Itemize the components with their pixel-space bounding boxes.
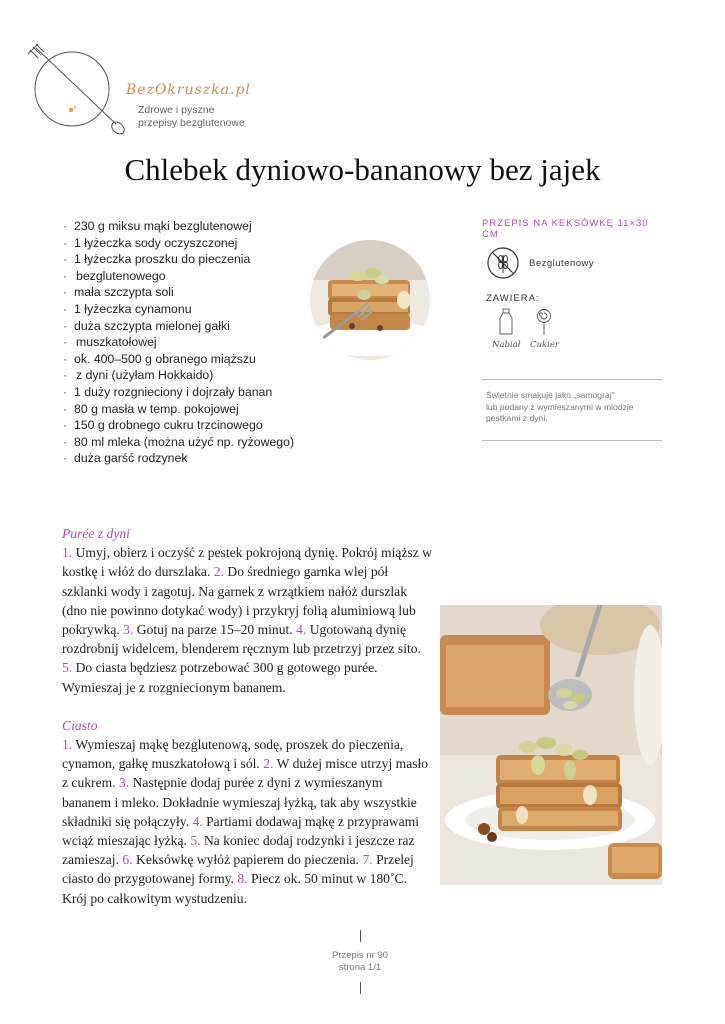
page-number: strona 1/1 [338, 962, 382, 973]
ingredient-item: · 1 duży rozgnieciony i dojrzały banan [62, 384, 322, 401]
ingredient-item: · 1 łyżeczka proszku do pieczenia [62, 251, 322, 268]
bread-photo-circle [310, 240, 430, 360]
section-heading: Ciasto [62, 717, 98, 733]
pan-size: PRZEPIS NA KEKSÓWKĘ 11×30 CM [482, 218, 649, 240]
page-footer [300, 930, 420, 994]
recipe-info-sidebar [482, 218, 662, 350]
gluten-free-label: Bezglutenowy [529, 257, 595, 269]
footer-divider-top [360, 930, 361, 942]
ingredient-item: · 1 łyżeczka sody oczyszczonej [62, 235, 322, 252]
ingredient-item: · mała szczypta soli [62, 284, 322, 301]
ingredient-item: · 230 g miksu mąki bezglutenowej [62, 218, 322, 235]
ingredient-item: · duża garść rodzynek [62, 450, 322, 467]
allergen-label: Nabiał [492, 340, 521, 350]
ingredient-item: · z dyni (użyłam Hokkaido) [62, 367, 322, 384]
ingredient-item: · muszkatołowej [62, 334, 322, 351]
brand-tagline: Zdrowe i pyszne przepisy bezglutenowe [138, 104, 245, 129]
brand-name: BezOkruszka.pl [126, 82, 251, 98]
recipe-title: Chlebek dyniowo-bananowy bez jajek [124, 152, 601, 187]
ingredient-item: · 150 g drobnego cukru trzcinowego [62, 417, 322, 434]
lollipop-icon [535, 308, 553, 336]
footer-divider-bottom [360, 982, 361, 994]
ingredient-item: · ok. 400–500 g obranego miąższu [62, 351, 322, 368]
ingredient-item: · 80 ml mleka (można użyć np. ryżowego) [62, 434, 322, 451]
section-steps: 1. Umyj, obierz i oczyść z pestek pokrojoną dynię. Pokrój miąższ w kostkę i włóż do durszlaka. 2. Do średniego garnka wlej pół szklanki wody i zagotuj. Na garnek z wrzątkiem nałóż durszlak (dno nie powinno dotykać wody) i przykryj folią aluminiową lub pokrywką. 3. Gotuj na parze 15–20 minut. 4. Ugotowaną dynię rozdrobnij widelcem, blenderem ręcznym lub przetrzyj przez sito. 5. Do ciasta będziesz potrzebować 300 g gotowego purée. Wymieszaj je z rozgniecionym bananem. [62, 545, 432, 695]
milk-bottle-icon [497, 308, 515, 336]
ingredient-item: · bezglutenowego [62, 268, 322, 285]
recipe-method [62, 524, 432, 908]
ingredient-list [62, 218, 322, 467]
section-heading: Purée z dyni [62, 526, 130, 541]
allergen-dairy [492, 308, 521, 350]
section-steps: 1. Wymieszaj mąkę bezglutenową, sodę, proszek do pieczenia, cynamon, gałkę muszkatołową i sól. 2. W dużej misce utrzyj masło z cukrem. 3. Następnie dodaj purée z dyni z wymieszanym bananem i mleko. Dokładnie wymieszaj łyżką, tak aby wszystkie składniki się połączyły. 4. Partiami dodawaj mąkę z przyprawami wciąż mieszając łyżką. 5. Na koniec dodaj rodzynki i jeszcze raz zamieszaj. 6. Keksówkę wyłóż papierem do pieczenia. 7. Przelej ciasto do przygotowanej formy. 8. Piecz ok. 50 minut w 180˚C. Krój po całkowitym wystudzeniu. [62, 737, 429, 906]
gluten-free-badge [486, 246, 594, 280]
contains-label: ZAWIERA: [486, 293, 540, 304]
ingredient-item: · 1 łyżeczka cynamonu [62, 301, 322, 318]
bread-photo [440, 605, 662, 885]
allergen-sugar [530, 308, 559, 350]
gluten-free-wheat-icon [486, 246, 520, 280]
allergen-label: Cukier [530, 340, 559, 350]
recipe-number: Przepis nr 90 [332, 950, 388, 961]
ingredient-item: · duża szczypta mielonej gałki [62, 318, 322, 335]
serving-tip: Świetnie smakuje jako „samograj” lub podany z wymieszanymi w miodzie pestkami z dyni. [482, 379, 662, 441]
ingredient-item: · 80 g masła w temp. pokojowej [62, 401, 322, 418]
logo-fork-plate-spoon-icon [24, 40, 134, 150]
